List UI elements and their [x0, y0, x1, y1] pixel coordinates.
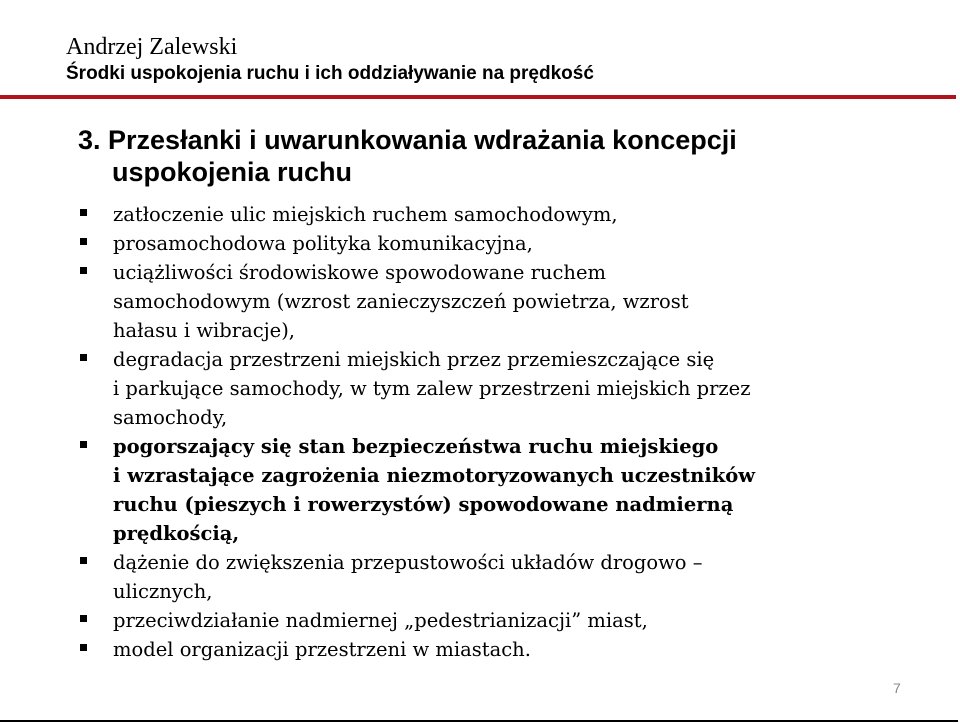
bullet-icon — [80, 354, 87, 361]
list-line: przeciwdziałanie nadmiernej „pedestrianizacji” miast, — [113, 609, 648, 632]
list-line: hałasu i wibracje), — [113, 319, 296, 342]
bullet-icon — [80, 644, 87, 651]
page-number: 7 — [893, 680, 901, 696]
list-line: samochody, — [113, 406, 228, 429]
list-line: zatłoczenie ulic miejskich ruchem samochodowym, — [113, 203, 618, 226]
bullet-icon — [80, 238, 87, 245]
footer-divider — [0, 720, 958, 722]
header-divider — [0, 95, 956, 99]
list-line: ulicznych, — [113, 580, 213, 603]
list-line: i parkujące samochody, w tym zalew przestrzeni miejskich przez — [113, 377, 751, 400]
bullet-icon — [80, 615, 87, 622]
list-line: model organizacji przestrzeni w miastach. — [113, 638, 531, 661]
list-line: samochodowym (wzrost zanieczyszczeń powietrza, wzrost — [113, 290, 689, 313]
section-heading — [78, 124, 737, 188]
bullet-icon — [80, 267, 87, 274]
author: Andrzej Zalewski — [66, 34, 238, 60]
presentation-subtitle: Środki uspokojenia ruchu i ich oddziaływanie na prędkość — [66, 63, 594, 84]
list-line: pogorszający się stan bezpieczeństwa ruchu miejskiego — [113, 435, 719, 458]
list-line: ruchu (pieszych i rowerzystów) spowodowane nadmierną — [113, 493, 734, 516]
list-line: i wzrastające zagrożenia niezmotoryzowanych uczestników — [113, 464, 756, 487]
heading-line-1: 3. Przesłanki i uwarunkowania wdrażania koncepcji — [78, 125, 737, 155]
bullet-icon — [80, 209, 87, 216]
list-line: uciążliwości środowiskowe spowodowane ruchem — [113, 261, 606, 284]
bullet-icon — [80, 557, 87, 564]
list-line: dążenie do zwiększenia przepustowości układów drogowo – — [113, 551, 703, 574]
bullet-icon — [80, 441, 87, 448]
list-line: degradacja przestrzeni miejskich przez przemieszczające się — [113, 348, 715, 371]
heading-line-2: uspokojenia ruchu — [112, 157, 353, 187]
list-line: prosamochodowa polityka komunikacyjna, — [113, 232, 533, 255]
list-line: prędkością, — [113, 522, 240, 545]
